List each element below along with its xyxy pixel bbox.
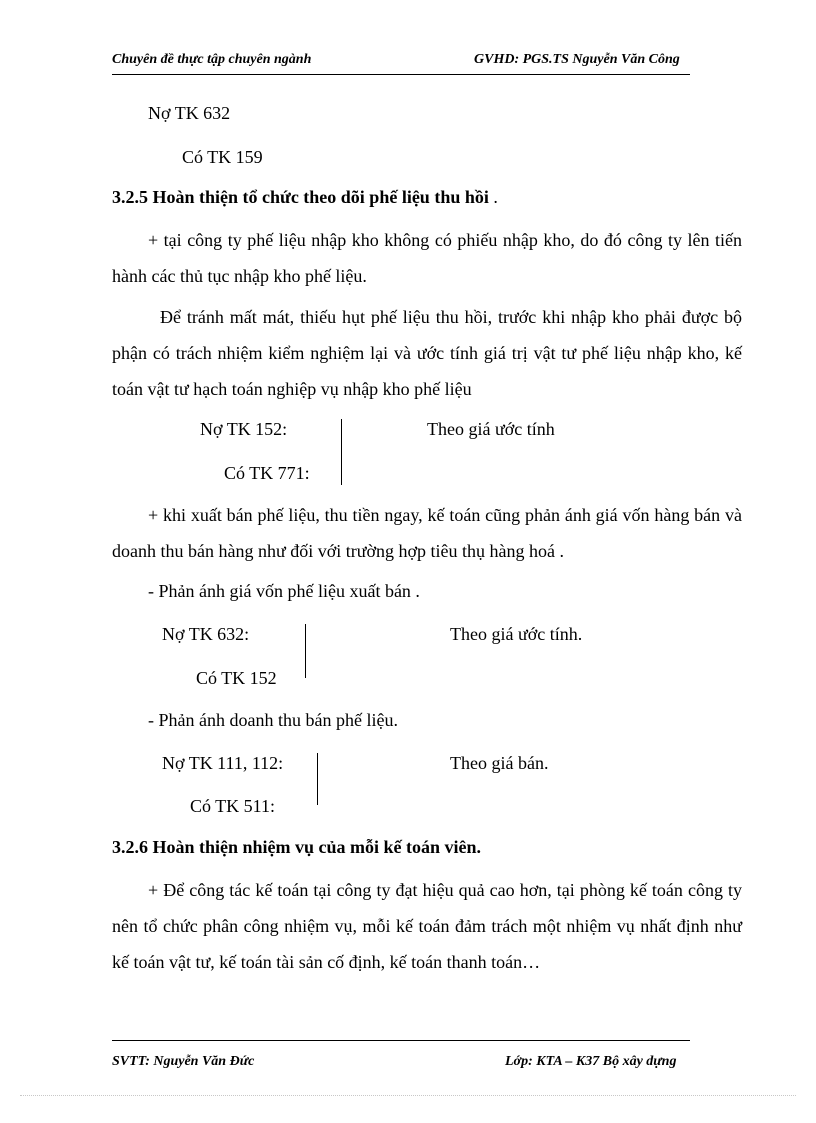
entry2-credit: Có TK 152 [196, 668, 277, 688]
header-left: Chuyên đề thực tập chuyên ngành [112, 52, 312, 67]
section-heading-325-text: 3.2.5 Hoàn thiện tổ chức theo dõi phế liệu thu hồi [112, 187, 489, 207]
entry3-note: Theo giá bán. [450, 753, 549, 773]
page-edge-dotted-line [20, 1095, 796, 1096]
entry1-divider [341, 419, 342, 485]
paragraph-scrap-intake: + tại công ty phế liệu nhập kho không có phiếu nhập kho, do đó công ty lên tiến hành các thủ tục nhập kho phế liệu. [112, 230, 742, 286]
header-divider [112, 74, 690, 75]
entry1-debit: Nợ TK 152: [200, 419, 288, 439]
entry3-divider [317, 753, 318, 805]
bullet-revenue: - Phản ánh doanh thu bán phế liệu. [148, 710, 398, 730]
bullet-cost-of-sales: - Phản ánh giá vốn phế liệu xuất bán . [148, 581, 420, 601]
section-heading-326: 3.2.6 Hoàn thiện nhiệm vụ của mỗi kế toán viên. [112, 837, 482, 857]
footer-left: SVTT: Nguyễn Văn Đức [112, 1054, 255, 1069]
section-heading-325-tail: . [488, 187, 498, 207]
footer-right: Lớp: KTA – K37 Bộ xây dựng [505, 1054, 677, 1069]
entry2-note: Theo giá ước tính. [450, 624, 583, 644]
paragraph-scrap-valuation: Để tránh mất mát, thiếu hụt phế liệu thu hồi, trước khi nhập kho phải được bộ phận có trách nhiệm kiểm nghiệm lại và ước tính giá trị vật tư phế liệu nhập kho, kế toán vật tư hạch toán nghiệp vụ nhập kho phế liệu [112, 307, 742, 399]
entry3-credit: Có TK 511: [190, 796, 276, 816]
section-heading-325 [112, 186, 498, 208]
entry2-divider [305, 624, 306, 678]
entry1-note: Theo giá ước tính [427, 419, 555, 439]
paragraph-accountant-duties: + Để công tác kế toán tại công ty đạt hiệu quả cao hơn, tại phòng kế toán công ty nên tổ chức phân công nhiệm vụ, mỗi kế toán đảm trách một nhiệm vụ nhất định như kế toán vật tư, kế toán tài sản cố định, kế toán thanh toán… [112, 880, 742, 972]
entry2-debit: Nợ TK 632: [162, 624, 250, 644]
entry1-credit: Có TK 771: [224, 463, 310, 483]
entry3-debit: Nợ TK 111, 112: [162, 753, 284, 773]
footer-divider [112, 1040, 690, 1041]
header-right: GVHD: PGS.TS Nguyễn Văn Công [474, 52, 680, 67]
paragraph-scrap-sale: + khi xuất bán phế liệu, thu tiền ngay, kế toán cũng phản ánh giá vốn hàng bán và doanh thu bán hàng như đối với trường hợp tiêu thụ hàng hoá . [112, 505, 742, 561]
debit-line: Nợ TK 632 [148, 103, 231, 123]
credit-line: Có TK 159 [182, 147, 263, 167]
